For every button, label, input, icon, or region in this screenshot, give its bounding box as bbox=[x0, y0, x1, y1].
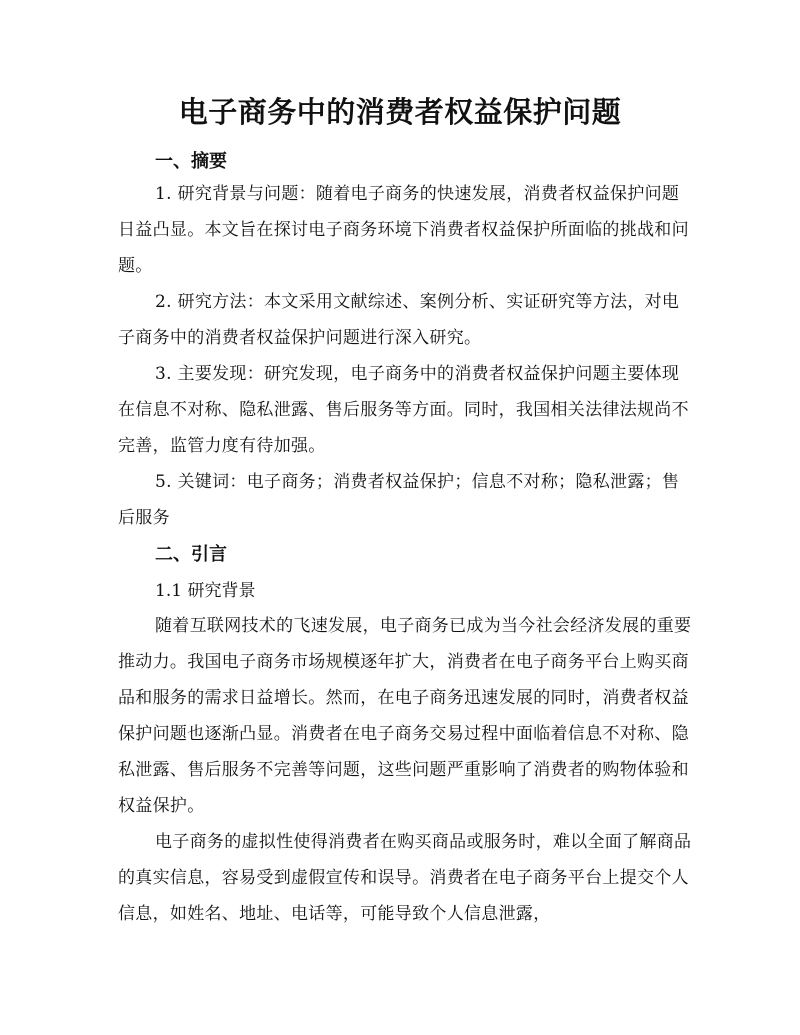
intro-paragraph-2: 电子商务的虚拟性使得消费者在购买商品或服务时，难以全面了解商品的真实信息，容易受到虚假宣传和误导。消费者在电子商务平台上提交个人信息，如姓名、地址、电话等，可能导致个人信息泄露， bbox=[118, 832, 692, 924]
section-heading-introduction: 二、引言 bbox=[155, 544, 227, 565]
abstract-item-findings: 3. 主要发现：研究发现，电子商务中的消费者权益保护问题主要体现在信息不对称、隐私泄露、售后服务等方面。同时，我国相关法律法规尚不完善，监管力度有待加强。 bbox=[118, 364, 689, 456]
abstract-item-background: 1. 研究背景与问题：随着电子商务的快速发展，消费者权益保护问题日益凸显。本文旨在探讨电子商务环境下消费者权益保护所面临的挑战和问题。 bbox=[118, 184, 689, 276]
abstract-item-method: 2. 研究方法：本文采用文献综述、案例分析、实证研究等方法，对电子商务中的消费者权益保护问题进行深入研究。 bbox=[118, 292, 680, 348]
subsection-heading-background: 1.1 研究背景 bbox=[155, 581, 256, 601]
intro-paragraph-1: 随着互联网技术的飞速发展，电子商务已成为当今社会经济发展的重要推动力。我国电子商务市场规模逐年扩大，消费者在电子商务平台上购买商品和服务的需求日益增长。然而，在电子商务迅速发展的同时，消费者权益保护问题也逐渐凸显。消费者在电子商务交易过程中面临着信息不对称、隐私泄露、售后服务不完善等问题，这些问题严重影响了消费者的购物体验和权益保护。 bbox=[118, 616, 692, 816]
document-title: 电子商务中的消费者权益保护问题 bbox=[178, 95, 622, 129]
abstract-item-keywords: 5. 关键词：电子商务；消费者权益保护；信息不对称；隐私泄露；售后服务 bbox=[118, 472, 680, 528]
section-heading-abstract: 一、摘要 bbox=[155, 151, 227, 172]
